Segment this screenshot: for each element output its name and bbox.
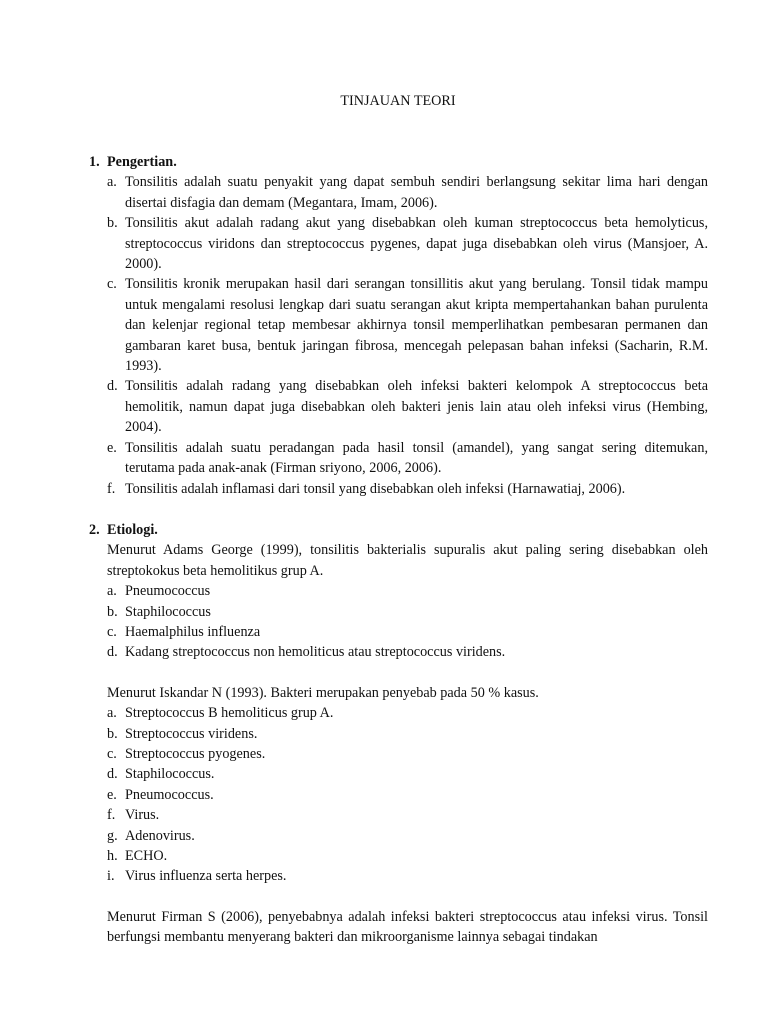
- list-item-text: Streptococcus B hemoliticus grup A.: [125, 705, 334, 722]
- page-title: TINJAUAN TEORI: [340, 93, 456, 109]
- list-marker: b.: [107, 603, 118, 620]
- list-item: [107, 866, 708, 886]
- section-body-pengertian: [89, 172, 708, 499]
- list-marker: e.: [107, 786, 117, 803]
- list-marker: d.: [107, 378, 118, 395]
- list-marker: a.: [107, 174, 117, 191]
- list-item-text: Staphilococcus.: [125, 766, 215, 783]
- list-item-text: Streptococcus pyogenes.: [125, 745, 266, 762]
- list-marker: c.: [107, 745, 117, 762]
- list-item-text: Virus.: [125, 807, 160, 824]
- list-item: [107, 805, 708, 825]
- list-item: [107, 479, 708, 499]
- list-item: [107, 642, 708, 662]
- list-item-text: Kadang streptococcus non hemoliticus atau streptococcus viridens.: [125, 644, 506, 661]
- list-marker: a.: [107, 705, 117, 722]
- list-marker: a.: [107, 583, 117, 600]
- list-item: [107, 213, 708, 274]
- section-heading-pengertian: [89, 152, 708, 172]
- section-heading-etiologi: [89, 520, 708, 540]
- list-marker: e.: [107, 439, 117, 456]
- list-item: [107, 703, 708, 723]
- list-marker: h.: [107, 848, 118, 864]
- section-title: Etiologi.: [107, 521, 158, 538]
- list-item: [107, 602, 708, 622]
- list-marker: i.: [107, 868, 115, 885]
- list-item-text: Adenovirus.: [125, 827, 195, 844]
- list-item: [107, 724, 708, 744]
- list-item: [107, 274, 708, 376]
- list-item-text: Staphilococcus: [125, 603, 211, 620]
- list-item: [107, 846, 708, 866]
- list-item: [107, 438, 708, 479]
- list-item: [107, 764, 708, 784]
- list-item-text: Virus influenza serta herpes.: [125, 868, 287, 885]
- list-item-text: ECHO.: [125, 848, 168, 864]
- list-marker: b.: [107, 725, 118, 742]
- paragraph: Menurut Firman S (2006), penyebabnya adalah infeksi bakteri streptococcus atau infeksi virus. Tonsil berfungsi membantu menyerang bakteri dan mikroorganisme lainnya sebagai tindakan: [107, 908, 708, 946]
- list-item: [107, 172, 708, 213]
- list-marker: c.: [107, 276, 117, 293]
- list-marker: f.: [107, 480, 116, 497]
- spacer: [89, 499, 708, 520]
- list-item-text: Tonsilitis adalah radang yang disebabkan oleh infeksi bakteri kelompok A streptococcus beta hemolitik, namun dapat juga disebabkan oleh bakteri jenis lain atau oleh infeksi virus (Hembing, 2004).: [125, 378, 708, 436]
- list-item-text: Pneumococcus.: [125, 786, 214, 803]
- section-title: Pengertian.: [107, 154, 177, 170]
- section-body-etiologi: [89, 540, 708, 947]
- list-item: [107, 376, 708, 437]
- list-item: [107, 826, 708, 846]
- spacer: [107, 663, 708, 683]
- list-item: [107, 744, 708, 764]
- list-marker: b.: [107, 215, 118, 232]
- list-item-text: Tonsilitis adalah suatu penyakit yang dapat sembuh sendiri berlangsung sekitar lima hari dengan disertai disfagia dan demam (Megantara, Imam, 2006).: [125, 174, 708, 211]
- list-item-text: Haemalphilus influenza: [125, 623, 261, 640]
- list-marker: d.: [107, 766, 118, 783]
- list-item-text: Tonsilitis adalah inflamasi dari tonsil yang disebabkan oleh infeksi (Harnawatiaj, 2006).: [125, 480, 626, 497]
- list-item-text: Pneumococcus: [125, 583, 211, 600]
- paragraph: Menurut Adams George (1999), tonsilitis bakterialis supuralis akut paling sering disebabkan oleh streptokokus beta hemolitikus grup A.: [107, 542, 708, 579]
- spacer: [107, 887, 708, 907]
- list-item-text: Tonsilitis kronik merupakan hasil dari serangan tonsillitis akut yang berulang. Tonsil tidak mampu untuk mengalami resolusi lengkap dari suatu serangan akut kripta mempertahankan bahan purulenta dan kelenjar regional tetap membesar akhirnya tonsil memperlihatkan pembesaran permanen dan gambaran karet busa, bentuk jaringan fibrosa, mencegah pelepasan bahan infeksi (Sacharin, R.M. 1993).: [125, 276, 708, 375]
- document-body: [89, 152, 708, 948]
- list-marker: g.: [107, 827, 118, 844]
- list-marker: c.: [107, 623, 117, 640]
- list-item: [107, 581, 708, 601]
- list-item: [107, 622, 708, 642]
- paragraph: Menurut Iskandar N (1993). Bakteri merupakan penyebab pada 50 % kasus.: [107, 684, 539, 701]
- section-number: 2.: [89, 521, 100, 538]
- list-item-text: Tonsilitis adalah suatu peradangan pada hasil tonsil (amandel), yang sangat sering ditemukan, terutama pada anak-anak (Firman sriyono, 2006, 2006).: [125, 439, 708, 477]
- list-marker: d.: [107, 644, 118, 661]
- list-item: [107, 785, 708, 805]
- section-number: 1.: [89, 154, 100, 170]
- list-item-text: Streptococcus viridens.: [125, 725, 258, 742]
- list-item-text: Tonsilitis akut adalah radang akut yang disebabkan oleh kuman streptococcus beta hemolyticus, streptococcus viridons dan streptococcus pygenes, dapat juga disebabkan oleh virus (Mansjoer, A. 2000).: [125, 215, 708, 273]
- list-marker: f.: [107, 807, 116, 824]
